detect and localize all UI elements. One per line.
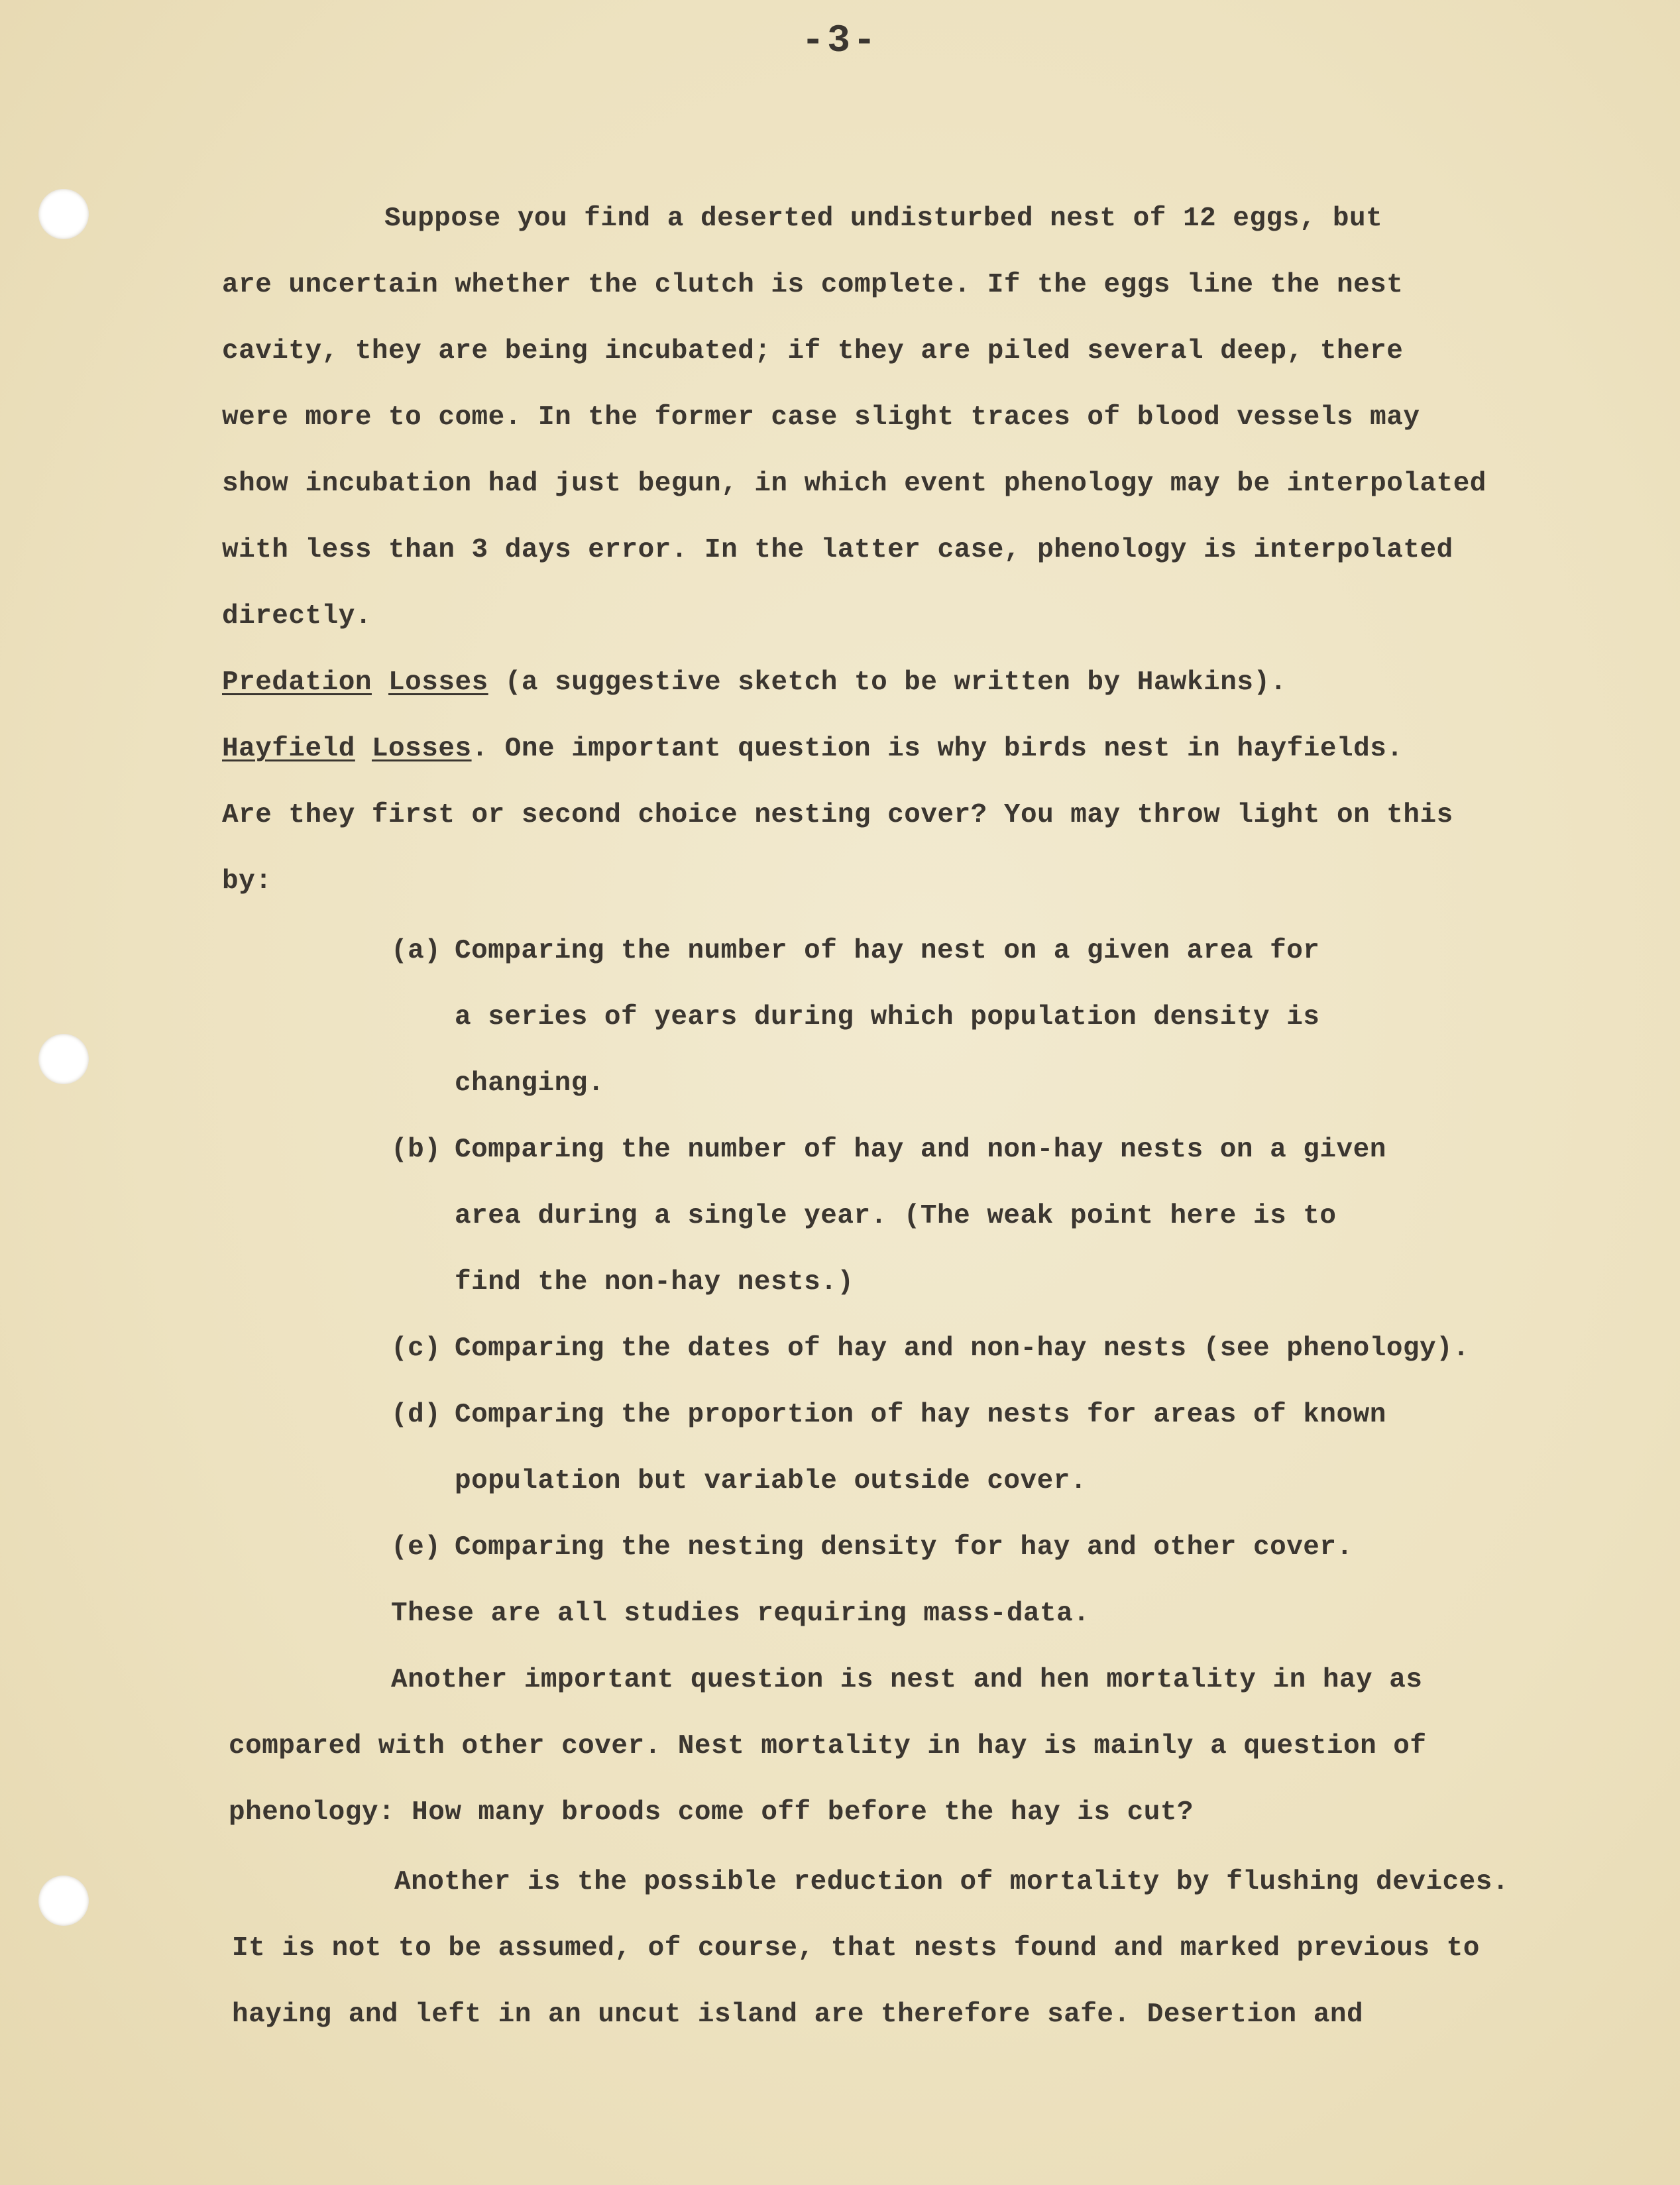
list-text: population but variable outside cover.: [455, 1466, 1087, 1496]
section-heading: Hayfield: [222, 734, 355, 764]
list-text: Comparing the dates of hay and non-hay nests (see phenology).: [455, 1333, 1470, 1364]
list-item-a: [391, 931, 1319, 971]
text-line: compared with other cover. Nest mortality in hay is mainly a question of: [229, 1731, 1427, 1762]
text-line: It is not to be assumed, of course, that nests found and marked previous to: [232, 1933, 1480, 1964]
list-text: Comparing the proportion of hay nests for areas of known: [455, 1400, 1386, 1430]
punch-hole: [38, 1876, 89, 1926]
text-line: These are all studies requiring mass-data.: [391, 1598, 1090, 1629]
punch-hole: [38, 189, 89, 239]
list-text: Comparing the number of hay and non-hay nests on a given: [455, 1135, 1386, 1165]
list-text: find the non-hay nests.): [455, 1267, 854, 1298]
list-text: Comparing the number of hay nest on a given area for: [455, 936, 1320, 966]
text-line: Another is the possible reduction of mortality by flushing devices.: [394, 1867, 1509, 1897]
section-heading: Losses: [371, 734, 472, 764]
list-marker: (c): [391, 1333, 441, 1364]
list-item-d: [391, 1395, 1386, 1435]
section-heading: Predation: [222, 667, 372, 698]
text-line: haying and left in an uncut island are therefore safe. Desertion and: [232, 1999, 1364, 2030]
predation-losses-line: [222, 663, 1287, 702]
text-line: were more to come. In the former case slight traces of blood vessels may: [222, 402, 1420, 433]
list-marker: (b): [391, 1135, 441, 1165]
text-line: are uncertain whether the clutch is complete. If the eggs line the nest: [222, 270, 1404, 300]
list-marker: (d): [391, 1400, 441, 1430]
text-line: cavity, they are being incubated; if they are piled several deep, there: [222, 336, 1404, 366]
page-number: -3-: [801, 20, 879, 63]
list-text: changing.: [455, 1068, 604, 1099]
list-item-b: [391, 1130, 1386, 1170]
text-line: phenology: How many broods come off before the hay is cut?: [229, 1797, 1194, 1828]
text-line: with less than 3 days error. In the latter case, phenology is interpolated: [222, 535, 1453, 565]
list-marker: (a): [391, 936, 441, 966]
text-line: Suppose you find a deserted undisturbed nest of 12 eggs, but: [384, 203, 1383, 234]
text-run: . One important question is why birds nest in hayfields.: [471, 734, 1404, 764]
list-marker: (e): [391, 1532, 441, 1563]
section-heading: Losses: [388, 667, 488, 698]
text-line: directly.: [222, 601, 372, 632]
punch-hole: [38, 1034, 89, 1084]
text-line: Are they first or second choice nesting cover? You may throw light on this: [222, 800, 1453, 830]
list-item-c: [391, 1329, 1469, 1369]
text-line: Another important question is nest and hen mortality in hay as: [391, 1665, 1423, 1695]
list-text: area during a single year. (The weak point here is to: [455, 1201, 1337, 1231]
list-text: Comparing the nesting density for hay and other cover.: [455, 1532, 1353, 1563]
hayfield-losses-line: [222, 729, 1403, 769]
text-run: (a suggestive sketch to be written by Hawkins).: [488, 667, 1287, 698]
text-line: show incubation had just begun, in which event phenology may be interpolated: [222, 469, 1486, 499]
text-line: by:: [222, 866, 272, 897]
list-text: a series of years during which population density is: [455, 1002, 1320, 1033]
list-item-e: [391, 1528, 1353, 1567]
